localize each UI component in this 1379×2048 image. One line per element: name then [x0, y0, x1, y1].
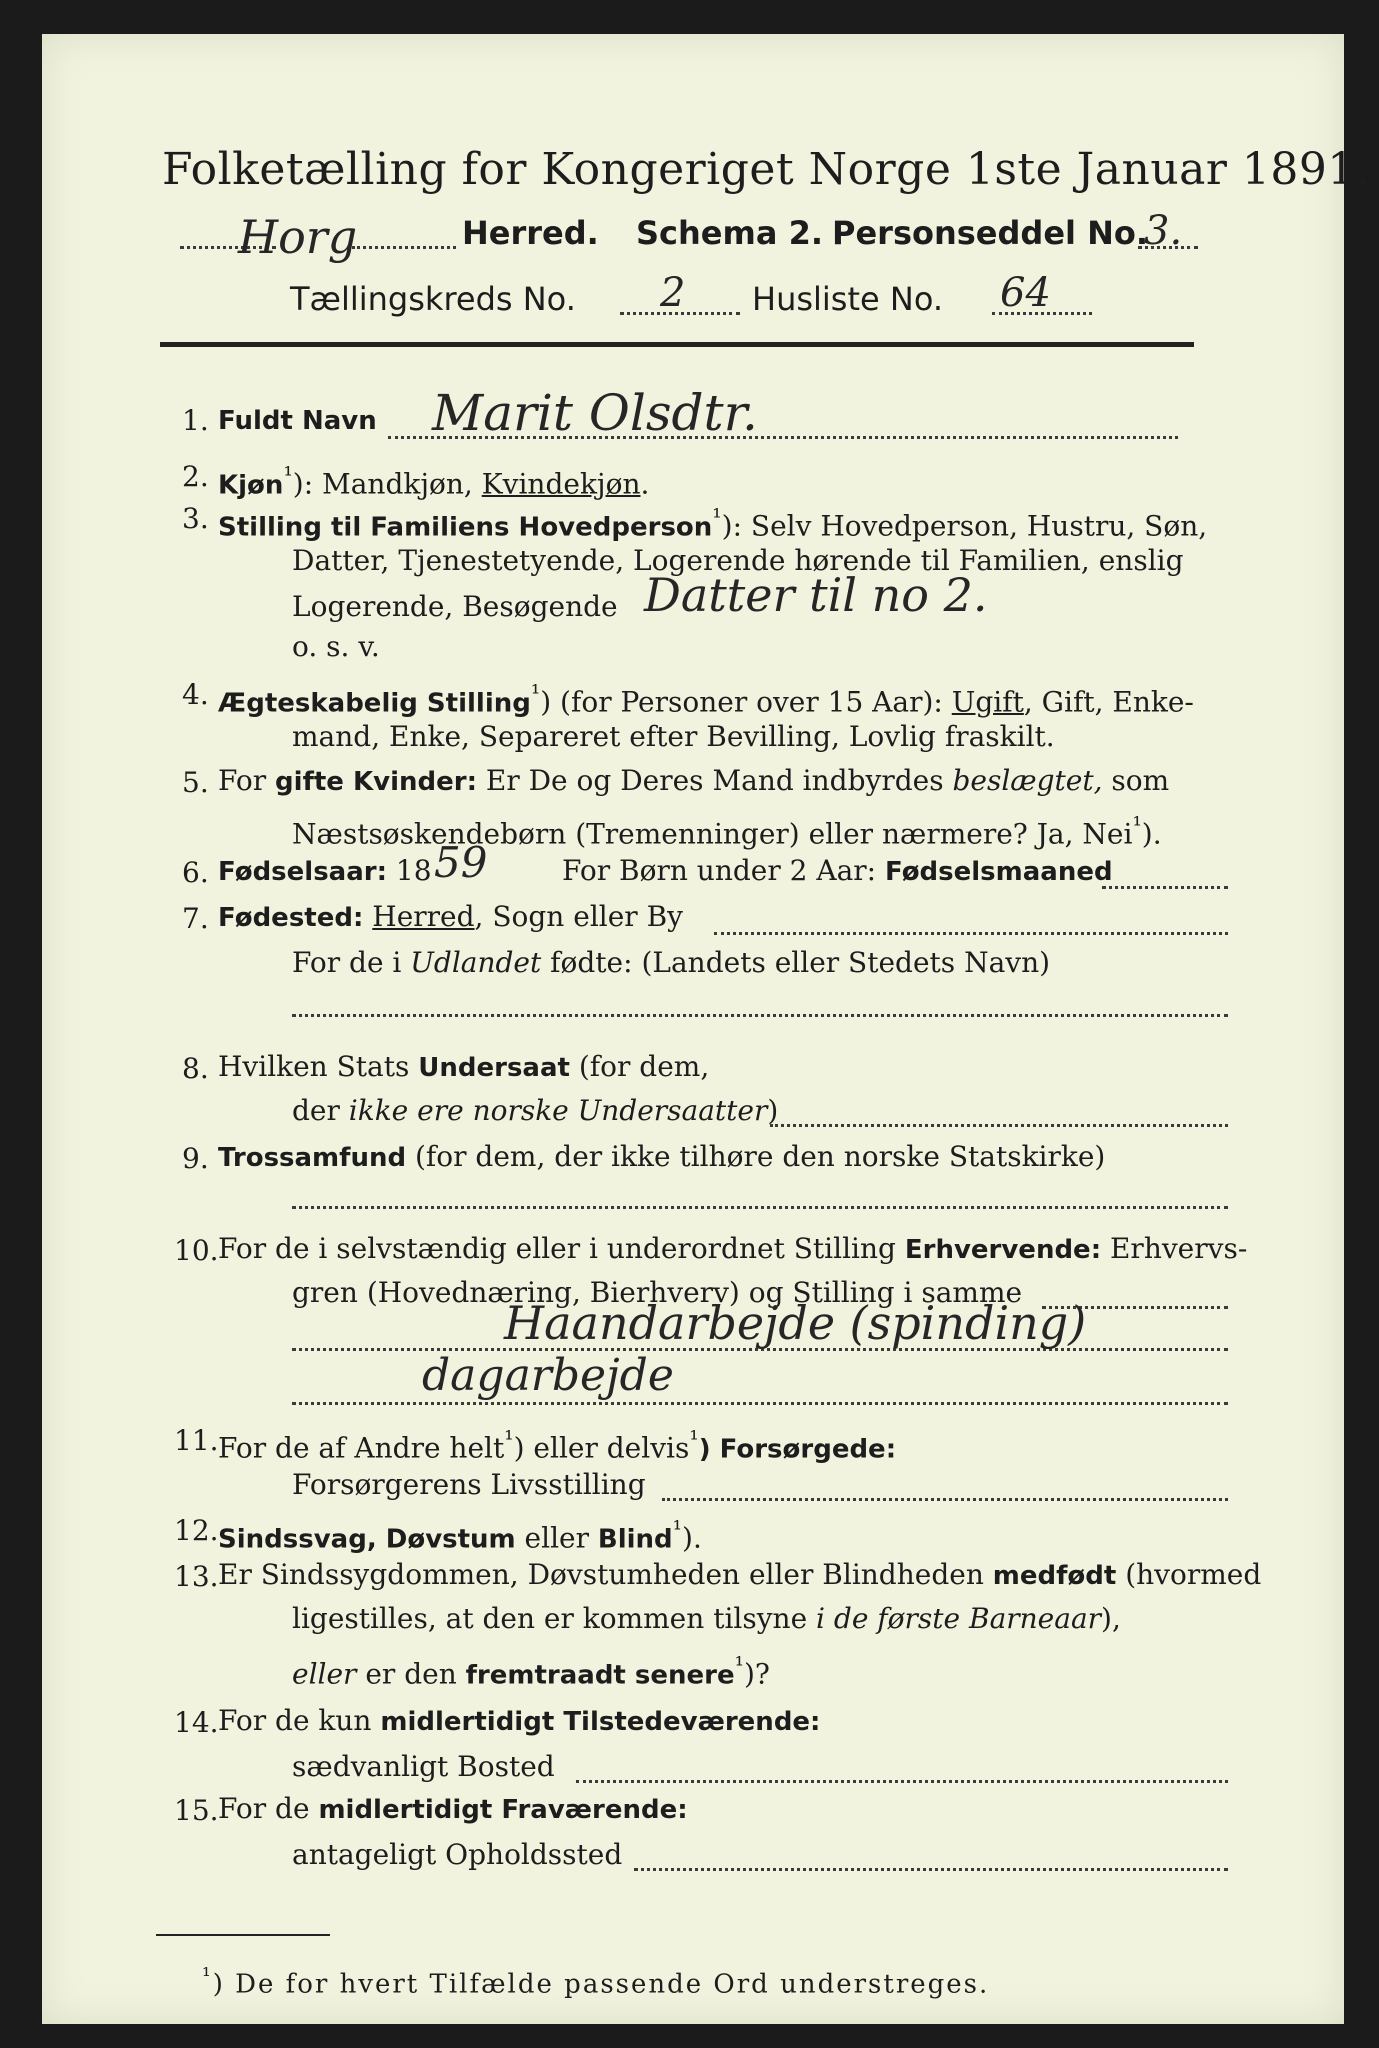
abroad-prefix: For de i: [292, 946, 411, 979]
birth-year-prefix: 18: [387, 854, 432, 887]
occupation-line-2: gren (Hovednæring, Bierhverv) og Stilling i samme: [292, 1276, 1023, 1309]
footnote-mark: ¹: [202, 1964, 213, 1989]
kreds-dotted-line: [620, 312, 740, 315]
kreds-value: 2: [660, 270, 686, 316]
husliste-dotted-line: [992, 312, 1092, 315]
congenital-prefix: Er Sindssygdommen, Døvstumheden eller Blindheden: [218, 1558, 993, 1591]
occupation-dotted-line-3: [292, 1402, 1228, 1405]
birth-year-value: 59: [434, 838, 488, 887]
married-women-text: Er De og Deres Mand indbyrdes: [476, 764, 953, 797]
marital-footnote-mark: ¹: [530, 679, 541, 707]
supported-prefix: For de af Andre helt: [218, 1431, 505, 1465]
marital-line-1: [218, 674, 1194, 722]
item-number-5: 5.: [182, 766, 209, 799]
family-position-line-4: o. s. v.: [292, 630, 380, 663]
disability-label: Sindssvag, Døvstum: [218, 1524, 516, 1555]
birth-year-line: [218, 852, 432, 891]
disability-end: ).: [682, 1521, 702, 1555]
birthplace-options: , Sogn eller By: [474, 900, 683, 933]
religion-label: Trossamfund: [218, 1143, 407, 1173]
religion-dotted-line: [292, 1206, 1228, 1209]
congenital-label-later: fremtraadt senere: [465, 1660, 735, 1691]
herred-value: Horg: [238, 210, 358, 264]
citizenship-label: Undersaat: [418, 1053, 570, 1083]
birth-month-line: [562, 852, 1113, 891]
personseddel-label: Personseddel No.: [832, 214, 1149, 252]
married-women-related: beslægtet,: [952, 764, 1103, 797]
birth-month-dotted-line: [1102, 886, 1228, 889]
item-number-3: 3.: [182, 502, 209, 535]
disability-or: eller: [515, 1521, 598, 1555]
footnote-text: ) De for hvert Tilfælde passende Ord understreges.: [212, 1969, 990, 2000]
family-position-options: ): Selv Hovedperson, Hustru, Søn,: [721, 509, 1208, 543]
item-number-13: 13.: [174, 1560, 219, 1593]
temporary-absent-dotted-line: [634, 1868, 1228, 1871]
birthplace-line-2: [292, 944, 1050, 982]
item-number-4: 4.: [182, 678, 209, 711]
citizenship-dotted-line: [770, 1124, 1228, 1127]
citizenship-italic: ikke ere norske Undersaatter: [348, 1094, 768, 1127]
item-number-7: 7.: [182, 902, 209, 935]
supported-dotted-line: [662, 1498, 1228, 1501]
religion-text: (for dem, der ikke tilhøre den norske Statskirke): [406, 1140, 1106, 1173]
supported-line-2: Forsørgerens Livsstilling: [292, 1468, 646, 1501]
sex-selected: Kvindekjøn: [481, 467, 641, 501]
congenital-line-2c: ),: [1101, 1602, 1121, 1635]
citizenship-prefix: Hvilken Stats: [218, 1050, 419, 1083]
temporary-absent-label: midlertidigt Fraværende:: [318, 1795, 688, 1825]
citizenship-line-2: [292, 1092, 778, 1130]
marital-label: Ægteskabelig Stilling: [218, 688, 531, 719]
husliste-label: Husliste No.: [752, 280, 943, 318]
congenital-line-3b: er den: [356, 1657, 466, 1691]
birthplace-dotted-line: [714, 932, 1228, 935]
abroad-word: Udlandet: [410, 946, 542, 979]
married-women-end: ).: [1141, 817, 1162, 851]
congenital-line-2a: ligestilles, at den er kommen tilsyne: [292, 1602, 817, 1635]
family-position-label: Stilling til Familiens Hovedperson: [218, 512, 713, 543]
congenital-line-2: [292, 1600, 1121, 1638]
personseddel-dotted-line: [1138, 246, 1198, 249]
supported-footnote-mark-1: ¹: [504, 1425, 514, 1453]
occupation-prefix: For de i selvstændig eller i underordnet Stilling: [218, 1232, 905, 1265]
sex-options: ): Mandkjøn,: [292, 467, 482, 501]
family-position-line-2: Datter, Tjenestetyende, Logerende hørende til Familien, enslig: [292, 544, 1184, 577]
birthplace-label: Fødested:: [218, 903, 364, 933]
married-women-prefix: For: [218, 764, 276, 797]
occupation-value-1: Haandarbejde (spinding): [504, 1296, 1087, 1350]
congenital-line-1: [218, 1556, 1261, 1595]
form-title: Folketælling for Kongeriget Norge 1ste Januar 1891.: [162, 144, 1371, 195]
item-number-14: 14.: [174, 1706, 219, 1739]
congenital-eller: eller: [292, 1657, 357, 1691]
full-name-value: Marit Olsdtr.: [432, 384, 758, 442]
header-rule: [160, 342, 1194, 347]
herred-label: Herred.: [462, 214, 599, 252]
family-position-footnote-mark: ¹: [712, 503, 722, 531]
birth-month-text: For Børn under 2 Aar:: [562, 854, 885, 887]
supported-label: ) Forsørgede:: [698, 1434, 897, 1465]
married-women-line-1: [218, 762, 1169, 801]
sex-end: .: [640, 467, 650, 501]
temporary-absent-prefix: For de: [218, 1792, 319, 1825]
marital-selected: Ugift: [951, 685, 1024, 719]
citizenship-der: der: [292, 1094, 349, 1127]
husliste-value: 64: [1000, 270, 1051, 316]
birth-month-label: Fødselsmaaned: [884, 857, 1113, 887]
temporary-present-label: midlertidigt Tilstedeværende:: [380, 1707, 821, 1737]
occupation-line-1: [218, 1230, 1247, 1269]
item-number-9: 9.: [182, 1142, 209, 1175]
birthplace-abroad-dotted-line: [292, 1014, 1228, 1017]
citizenship-text: (for dem,: [569, 1050, 710, 1083]
temporary-present-dotted-line: [576, 1780, 1228, 1783]
congenital-label: medfødt: [992, 1561, 1117, 1591]
married-women-line-2: [292, 806, 1162, 853]
temporary-absent-line-2: antageligt Opholdssted: [292, 1838, 623, 1871]
supported-footnote-mark-2: ¹: [689, 1425, 699, 1453]
herred-dotted-line-2: [352, 246, 456, 249]
marital-text: ) (for Personer over 15 Aar):: [540, 685, 952, 719]
item-number-12: 12.: [174, 1514, 219, 1547]
congenital-end: )?: [744, 1657, 770, 1691]
census-form-sheet: [42, 34, 1371, 2024]
congenital-line-2b: i de første Barneaar: [816, 1602, 1102, 1635]
kreds-label: Tællingskreds No.: [290, 280, 576, 318]
schema-label: Schema 2.: [636, 214, 823, 252]
birthplace-line-1: [218, 898, 683, 937]
citizenship-paren: ): [767, 1094, 779, 1127]
footnote-rule: [156, 1934, 330, 1936]
occupation-value-2: dagarbejde: [422, 1350, 674, 1401]
married-women-som: som: [1102, 764, 1170, 797]
congenital-text: (hvormed: [1116, 1558, 1262, 1591]
family-position-line-1: [218, 498, 1207, 546]
personseddel-value: 3.: [1144, 208, 1183, 254]
disability-footnote-mark: ¹: [672, 1515, 683, 1543]
birthplace-selected: Herred: [372, 900, 475, 933]
item-number-11: 11.: [174, 1424, 219, 1457]
family-position-value: Datter til no 2.: [644, 568, 988, 622]
citizenship-line-1: [218, 1048, 709, 1087]
supported-delvis: ) eller delvis: [513, 1431, 690, 1465]
item-number-6: 6.: [182, 856, 209, 889]
married-women-label: gifte Kvinder:: [275, 767, 477, 797]
supported-line-1: [218, 1420, 896, 1468]
item-number-2: 2.: [182, 460, 209, 493]
full-name-label: Fuldt Navn: [218, 406, 377, 436]
footnote: [202, 1964, 989, 2000]
religion-line: [218, 1138, 1105, 1177]
occupation-text: Erhvervs-: [1101, 1232, 1248, 1265]
temporary-present-line-1: [218, 1702, 820, 1741]
item-number-8: 8.: [182, 1052, 209, 1085]
congenital-footnote-mark: ¹: [734, 1651, 744, 1679]
temporary-absent-line-1: [218, 1790, 688, 1829]
item-number-1: 1.: [182, 404, 209, 437]
marital-text-end: , Gift, Enke-: [1023, 685, 1194, 719]
item-number-15: 15.: [174, 1794, 219, 1827]
abroad-text: fødte: (Landets eller Stedets Navn): [541, 946, 1051, 979]
temporary-present-prefix: For de kun: [218, 1704, 381, 1737]
married-women-question: Næstsøskendebørn (Tremenninger) eller nærmere? Ja, Nei: [292, 817, 1133, 851]
family-position-line-3: Logerende, Besøgende: [292, 590, 618, 623]
married-women-footnote-mark: ¹: [1132, 811, 1142, 839]
disability-line: [218, 1510, 702, 1558]
congenital-line-3: [292, 1646, 770, 1694]
marital-line-2: mand, Enke, Separeret efter Bevilling, Lovlig fraskilt.: [292, 720, 1055, 753]
item-number-10: 10.: [174, 1234, 219, 1267]
disability-label-blind: Blind: [597, 1524, 673, 1555]
occupation-label: Erhvervende:: [904, 1235, 1102, 1265]
temporary-present-line-2: sædvanligt Bosted: [292, 1750, 555, 1783]
sex-footnote-mark: ¹: [283, 461, 293, 489]
sex-label: Kjøn: [218, 470, 284, 501]
birth-year-label: Fødselsaar:: [218, 857, 387, 887]
